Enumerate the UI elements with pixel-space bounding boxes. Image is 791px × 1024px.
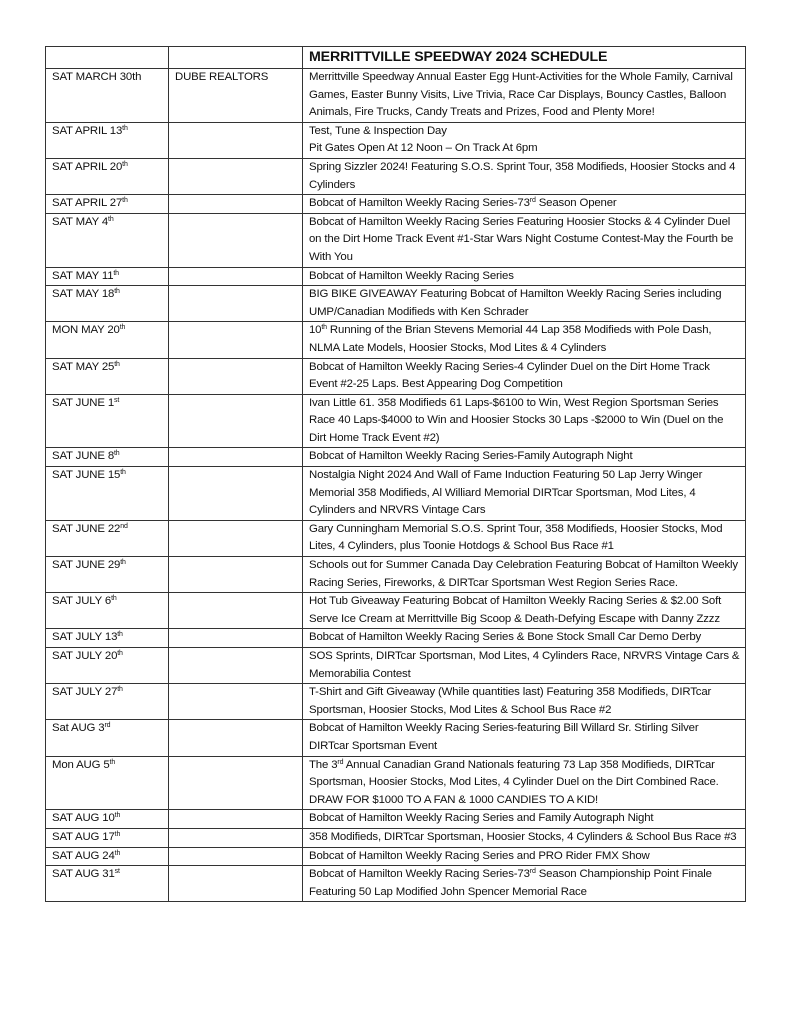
event-description: T-Shirt and Gift Giveaway (While quantities last) Featuring 358 Modifieds, DIRTcar Sportsman, Hoosier Stocks, Mod Lites & School Bus Race #2 <box>303 684 746 720</box>
event-description: The 3rd Annual Canadian Grand Nationals featuring 73 Lap 358 Modifieds, DIRTcar Sportsman, Hoosier Stocks, Mod Lites, 4 Cylinder Duel on the Dirt Combined Race. DRAW FOR $1000 TO A FAN & 1000 CANDIES TO A KID! <box>303 756 746 810</box>
schedule-row <box>46 847 746 866</box>
schedule-row <box>46 720 746 756</box>
schedule-row <box>46 467 746 521</box>
event-sponsor <box>169 394 303 448</box>
event-description: Bobcat of Hamilton Weekly Racing Series-Family Autograph Night <box>303 448 746 467</box>
schedule-row <box>46 557 746 593</box>
event-sponsor <box>169 467 303 521</box>
event-date: MON MAY 20th <box>46 322 169 358</box>
event-date: Sat AUG 3rd <box>46 720 169 756</box>
event-sponsor <box>169 866 303 902</box>
event-description: 10th Running of the Brian Stevens Memorial 44 Lap 358 Modifieds with Pole Dash, NLMA Late Models, Hoosier Stocks, Mod Lites & 4 Cylinders <box>303 322 746 358</box>
event-description: Bobcat of Hamilton Weekly Racing Series Featuring Hoosier Stocks & 4 Cylinder Duel on the Dirt Home Track Event #1-Star Wars Night Costume Contest-May the Fourth be With You <box>303 213 746 267</box>
event-sponsor <box>169 158 303 194</box>
event-description: Bobcat of Hamilton Weekly Racing Series-4 Cylinder Duel on the Dirt Home Track Event #2-25 Laps. Best Appearing Dog Competition <box>303 358 746 394</box>
event-description: BIG BIKE GIVEAWAY Featuring Bobcat of Hamilton Weekly Racing Series including UMP/Canadian Modifieds with Ken Schrader <box>303 286 746 322</box>
event-sponsor <box>169 267 303 286</box>
header-empty-cell-date <box>46 47 169 69</box>
event-sponsor <box>169 213 303 267</box>
event-date: SAT AUG 24th <box>46 847 169 866</box>
event-description: 358 Modifieds, DIRTcar Sportsman, Hoosier Stocks, 4 Cylinders & School Bus Race #3 <box>303 828 746 847</box>
event-date: SAT APRIL 20th <box>46 158 169 194</box>
schedule-table <box>45 46 746 902</box>
schedule-row <box>46 394 746 448</box>
event-date: SAT JUNE 8th <box>46 448 169 467</box>
event-sponsor <box>169 756 303 810</box>
event-date: SAT JUNE 1st <box>46 394 169 448</box>
event-description: Bobcat of Hamilton Weekly Racing Series-featuring Bill Willard Sr. Stirling Silver DIRTcar Sportsman Event <box>303 720 746 756</box>
event-date: SAT MAY 11th <box>46 267 169 286</box>
event-date: SAT APRIL 27th <box>46 195 169 214</box>
event-date: SAT JULY 6th <box>46 593 169 629</box>
event-sponsor <box>169 358 303 394</box>
schedule-row <box>46 69 746 123</box>
event-description: Bobcat of Hamilton Weekly Racing Series & Bone Stock Small Car Demo Derby <box>303 629 746 648</box>
event-description: Test, Tune & Inspection Day Pit Gates Open At 12 Noon – On Track At 6pm <box>303 122 746 158</box>
event-date: SAT MAY 25th <box>46 358 169 394</box>
event-date: SAT AUG 31st <box>46 866 169 902</box>
event-date: SAT JUNE 29th <box>46 557 169 593</box>
event-sponsor <box>169 286 303 322</box>
event-description: Hot Tub Giveaway Featuring Bobcat of Hamilton Weekly Racing Series & $2.00 Soft Serve Ice Cream at Merrittville Big Scoop & Death-Defying Escape with Danny Zzzz <box>303 593 746 629</box>
header-empty-cell-sponsor <box>169 47 303 69</box>
event-date: SAT AUG 10th <box>46 810 169 829</box>
event-description: Gary Cunningham Memorial S.O.S. Sprint Tour, 358 Modifieds, Hoosier Stocks, Mod Lites, 4 Cylinders, plus Toonie Hotdogs & School Bus Race #1 <box>303 520 746 556</box>
event-sponsor <box>169 520 303 556</box>
event-sponsor <box>169 828 303 847</box>
event-description: Schools out for Summer Canada Day Celebration Featuring Bobcat of Hamilton Weekly Racing Series, Fireworks, & DIRTcar Sportsman West Region Series Race. <box>303 557 746 593</box>
event-description: Bobcat of Hamilton Weekly Racing Series and PRO Rider FMX Show <box>303 847 746 866</box>
event-sponsor <box>169 448 303 467</box>
event-description: Ivan Little 61. 358 Modifieds 61 Laps-$6100 to Win, West Region Sportsman Series Race 40 Laps-$4000 to Win and Hoosier Stocks 30 Laps -$2000 to Win (Duel on the Dirt Home Track Event #2) <box>303 394 746 448</box>
schedule-row <box>46 267 746 286</box>
event-date: SAT JULY 20th <box>46 648 169 684</box>
event-date: SAT JULY 13th <box>46 629 169 648</box>
schedule-row <box>46 629 746 648</box>
event-description: Bobcat of Hamilton Weekly Racing Series-73rd Season Opener <box>303 195 746 214</box>
event-sponsor <box>169 720 303 756</box>
schedule-row <box>46 648 746 684</box>
schedule-row <box>46 828 746 847</box>
schedule-row <box>46 593 746 629</box>
event-sponsor: DUBE REALTORS <box>169 69 303 123</box>
event-date: SAT MARCH 30th <box>46 69 169 123</box>
event-description: SOS Sprints, DIRTcar Sportsman, Mod Lites, 4 Cylinders Race, NRVRS Vintage Cars & Memorabilia Contest <box>303 648 746 684</box>
event-description: Spring Sizzler 2024! Featuring S.O.S. Sprint Tour, 358 Modifieds, Hoosier Stocks and 4 Cylinders <box>303 158 746 194</box>
schedule-row <box>46 448 746 467</box>
event-date: SAT MAY 4th <box>46 213 169 267</box>
event-description: Bobcat of Hamilton Weekly Racing Series-73rd Season Championship Point Finale Featuring 50 Lap Modified John Spencer Memorial Race <box>303 866 746 902</box>
event-sponsor <box>169 810 303 829</box>
event-description: Nostalgia Night 2024 And Wall of Fame Induction Featuring 50 Lap Jerry Winger Memorial 358 Modifieds, Al Williard Memorial DIRTcar Sportsman, Mod Lites, 4 Cylinders and NRVRS Vintage Cars <box>303 467 746 521</box>
event-date: SAT AUG 17th <box>46 828 169 847</box>
event-sponsor <box>169 322 303 358</box>
schedule-row <box>46 158 746 194</box>
schedule-row <box>46 520 746 556</box>
schedule-title: MERRITTVILLE SPEEDWAY 2024 SCHEDULE <box>303 47 746 69</box>
event-date: Mon AUG 5th <box>46 756 169 810</box>
event-sponsor <box>169 648 303 684</box>
schedule-row <box>46 322 746 358</box>
event-date: SAT JULY 27th <box>46 684 169 720</box>
event-description: Bobcat of Hamilton Weekly Racing Series <box>303 267 746 286</box>
event-date: SAT JUNE 22nd <box>46 520 169 556</box>
event-date: SAT APRIL 13th <box>46 122 169 158</box>
schedule-row <box>46 756 746 810</box>
schedule-row <box>46 213 746 267</box>
event-description: Merrittville Speedway Annual Easter Egg Hunt-Activities for the Whole Family, Carnival Games, Easter Bunny Visits, Live Trivia, Race Car Displays, Bouncy Castles, Balloon Animals, Fire Trucks, Candy Treats and Prizes, Food and Plenty More! <box>303 69 746 123</box>
event-sponsor <box>169 684 303 720</box>
event-date: SAT MAY 18th <box>46 286 169 322</box>
event-sponsor <box>169 557 303 593</box>
schedule-row <box>46 286 746 322</box>
event-sponsor <box>169 629 303 648</box>
event-description: Bobcat of Hamilton Weekly Racing Series and Family Autograph Night <box>303 810 746 829</box>
event-sponsor <box>169 593 303 629</box>
event-sponsor <box>169 195 303 214</box>
schedule-row <box>46 866 746 902</box>
schedule-row <box>46 358 746 394</box>
event-sponsor <box>169 847 303 866</box>
event-date: SAT JUNE 15th <box>46 467 169 521</box>
header-row <box>46 47 746 69</box>
schedule-row <box>46 195 746 214</box>
schedule-row <box>46 122 746 158</box>
event-sponsor <box>169 122 303 158</box>
schedule-row <box>46 810 746 829</box>
schedule-row <box>46 684 746 720</box>
